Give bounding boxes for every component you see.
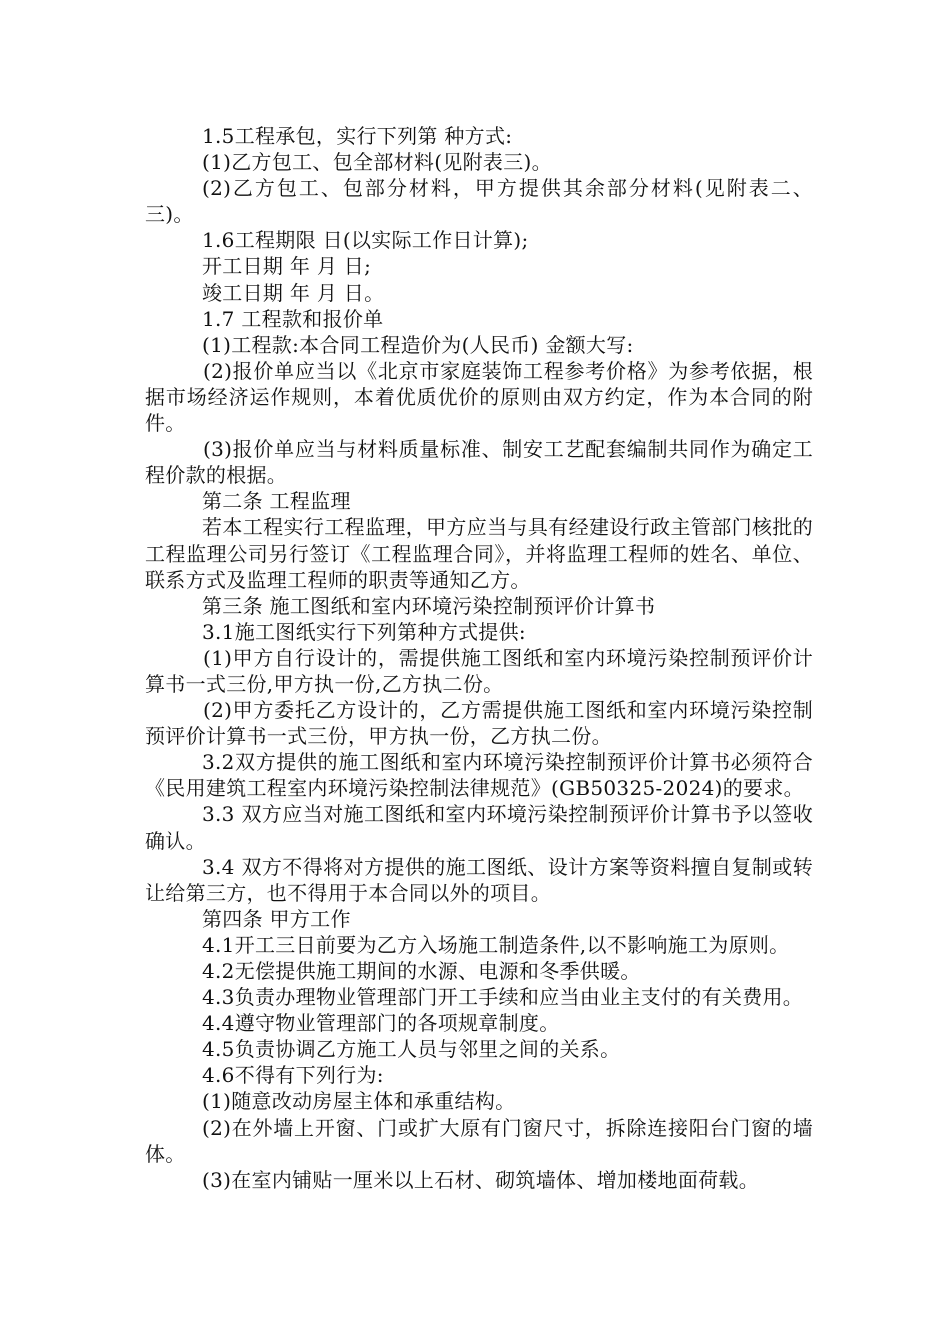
- clause-4-5: 4.5负责协调乙方施工人员与邻里之间的关系。: [202, 1037, 621, 1062]
- clause-1-7-item-3: (3)报价单应当与材料质量标准、制安工艺配套编制共同作为确定工程价款的根据。: [145, 437, 813, 488]
- clause-3-1: 3.1施工图纸实行下列第种方式提供:: [202, 619, 526, 644]
- clause-3-1-item-1: (1)甲方自行设计的，需提供施工图纸和室内环境污染控制预评价计算书一式三份,甲方执一份,乙方执二份。: [145, 645, 813, 696]
- clause-1-5-option-1: (1)乙方包工、包全部材料(见附表三)。: [202, 150, 552, 175]
- clause-1-5-option-2: (2)乙方包工、包部分材料，甲方提供其余部分材料(见附表二、三)。: [145, 176, 813, 227]
- clause-4-2: 4.2无偿提供施工期间的水源、电源和冬季供暖。: [202, 959, 641, 983]
- article-2-heading: 第二条 工程监理: [202, 489, 351, 514]
- clause-1-7: 1.7 工程款和报价单: [202, 306, 384, 331]
- clause-4-6-item-3: (3)在室内铺贴一厘米以上石材、砌筑墙体、增加楼地面荷载。: [202, 1167, 760, 1192]
- clause-4-3: 4.3负责办理物业管理部门开工手续和应当由业主支付的有关费用。: [202, 985, 804, 1010]
- completion-date: 竣工日期 年 月 日。: [202, 280, 385, 305]
- article-4-heading: 第四条 甲方工作: [202, 906, 351, 931]
- article-3-heading: 第三条 施工图纸和室内环境污染控制预评价计算书: [202, 593, 656, 618]
- clause-4-6: 4.6不得有下列行为:: [202, 1063, 384, 1088]
- document-body: [145, 123, 813, 1193]
- clause-1-5: 1.5工程承包，实行下列第 种方式:: [202, 124, 513, 148]
- clause-1-7-item-1: (1)工程款:本合同工程造价为(人民币) 金额大写:: [202, 332, 634, 357]
- start-date: 开工日期 年 月 日;: [202, 254, 372, 279]
- clause-4-6-item-2: (2)在外墙上开窗、门或扩大原有门窗尺寸，拆除连接阳台门窗的墙体。: [145, 1115, 813, 1166]
- clause-4-6-item-1: (1)随意改动房屋主体和承重结构。: [202, 1089, 516, 1114]
- clause-3-2: 3.2双方提供的施工图纸和室内环境污染控制预评价计算书必须符合《民用建筑工程室内环境污染控制法律规范》(GB50325-2024)的要求。: [145, 750, 813, 801]
- clause-1-6: 1.6工程期限 日(以实际工作日计算);: [202, 228, 529, 253]
- clause-4-4: 4.4遵守物业管理部门的各项规章制度。: [202, 1011, 560, 1036]
- article-2-body: 若本工程实行工程监理，甲方应当与具有经建设行政主管部门核批的工程监理公司另行签订《工程监理合同》，并将监理工程师的姓名、单位、联系方式及监理工程师的职责等通知乙方。: [145, 515, 813, 592]
- clause-1-7-item-2: (2)报价单应当以《北京市家庭装饰工程参考价格》为参考依据，根据市场经济运作规则，本着优质优价的原则由双方约定，作为本合同的附件。: [145, 358, 813, 436]
- clause-3-4: 3.4 双方不得将对方提供的施工图纸、设计方案等资料擅自复制或转让给第三方，也不得用于本合同以外的项目。: [145, 854, 813, 905]
- clause-4-1: 4.1开工三日前要为乙方入场施工制造条件,以不影响施工为原则。: [202, 932, 790, 957]
- clause-3-3: 3.3 双方应当对施工图纸和室内环境污染控制预评价计算书予以签收确认。: [145, 802, 813, 853]
- clause-3-1-item-2: (2)甲方委托乙方设计的，乙方需提供施工图纸和室内环境污染控制预评价计算书一式三份，甲方执一份，乙方执二份。: [145, 698, 813, 749]
